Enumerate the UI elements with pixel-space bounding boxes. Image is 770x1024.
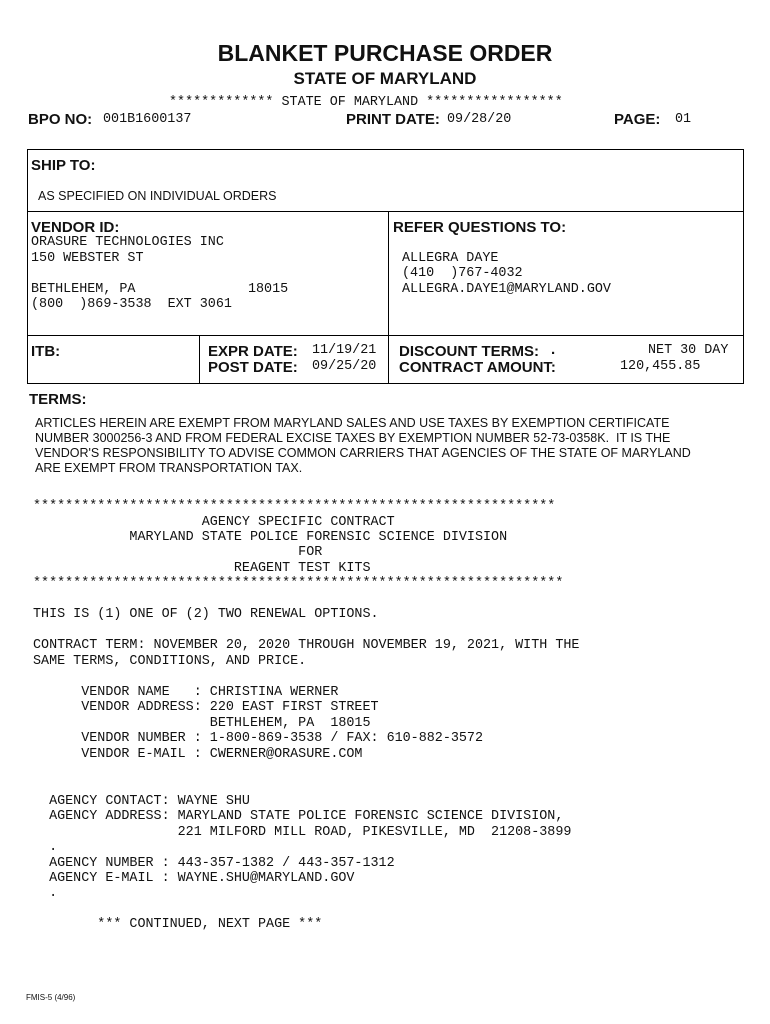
body-line: AGENCY E-MAIL : WAYNE.SHU@MARYLAND.GOV — [33, 871, 355, 886]
body-line: REAGENT TEST KITS — [33, 561, 371, 576]
body-line: AGENCY NUMBER : 443-357-1382 / 443-357-1312 — [33, 856, 395, 871]
document-subtitle: STATE OF MARYLAND — [293, 69, 477, 88]
body-line: ****************************************************************** — [33, 576, 564, 591]
vendor-line: BETHLEHEM, PA 18015 — [31, 282, 289, 297]
print-date-label: PRINT DATE: — [346, 111, 440, 128]
page-label: PAGE: — [614, 111, 661, 128]
refer-questions-label: REFER QUESTIONS TO: — [393, 219, 567, 236]
post-date-label: POST DATE: — [208, 359, 298, 376]
expr-date-value: 11/19/21 — [312, 343, 377, 358]
document-title: BLANKET PURCHASE ORDER — [217, 40, 553, 66]
body-line: VENDOR NAME : CHRISTINA WERNER — [33, 685, 339, 700]
vendor-refer-divider — [388, 211, 389, 383]
terms-label: TERMS: — [29, 391, 87, 408]
discount-terms-dot: . — [551, 341, 556, 358]
body-line: AGENCY CONTACT: WAYNE SHU — [33, 794, 250, 809]
vendor-id-label: VENDOR ID: — [31, 219, 120, 236]
body-line: FOR — [33, 545, 323, 560]
form-code: FMIS-5 (4/96) — [26, 993, 76, 1002]
discount-terms-label: DISCOUNT TERMS: — [399, 343, 539, 360]
body-line: VENDOR NUMBER : 1-800-869-3538 / FAX: 610-882-3572 — [33, 731, 483, 746]
refer-line: ALLEGRA.DAYE1@MARYLAND.GOV — [402, 282, 611, 297]
body-line: 221 MILFORD MILL ROAD, PIKESVILLE, MD 21208-3899 — [33, 825, 572, 840]
body-line: VENDOR ADDRESS: 220 EAST FIRST STREET — [33, 700, 379, 715]
print-date-value: 09/28/20 — [447, 112, 512, 127]
terms-line: ARE EXEMPT FROM TRANSPORTATION TAX. — [35, 461, 303, 475]
itb-divider — [199, 335, 200, 383]
terms-line: ARTICLES HEREIN ARE EXEMPT FROM MARYLAND SALES AND USE TAXES BY EXEMPTION CERTIFICATE — [35, 416, 670, 430]
vendor-line: 150 WEBSTER ST — [31, 251, 144, 266]
ship-to-label: SHIP TO: — [31, 157, 96, 174]
body-line: SAME TERMS, CONDITIONS, AND PRICE. — [33, 654, 307, 669]
ship-to-divider — [27, 211, 743, 212]
terms-line: NUMBER 3000256-3 AND FROM FEDERAL EXCISE TAXES BY EXEMPTION NUMBER 52-73-0358K. IT IS THE — [35, 431, 671, 445]
vendor-line: ORASURE TECHNOLOGIES INC — [31, 235, 224, 250]
continued-notice: *** CONTINUED, NEXT PAGE *** — [33, 917, 323, 932]
expr-date-label: EXPR DATE: — [208, 343, 298, 360]
contract-amount-label: CONTRACT AMOUNT: — [399, 359, 556, 376]
body-line: THIS IS (1) ONE OF (2) TWO RENEWAL OPTIONS. — [33, 607, 379, 622]
body-line: CONTRACT TERM: NOVEMBER 20, 2020 THROUGH NOVEMBER 19, 2021, WITH THE — [33, 638, 580, 653]
discount-terms-value: NET 30 DAY — [648, 343, 729, 358]
page-value: 01 — [675, 112, 692, 127]
vendor-line: (800 )869-3538 EXT 3061 — [31, 297, 232, 312]
body-line: MARYLAND STATE POLICE FORENSIC SCIENCE DIVISION — [33, 530, 508, 545]
contract-amount-value: 120,455.85 — [620, 359, 701, 374]
refer-line: (410 )767-4032 — [402, 266, 523, 281]
body-line: AGENCY SPECIFIC CONTRACT — [33, 515, 395, 530]
body-line: AGENCY ADDRESS: MARYLAND STATE POLICE FORENSIC SCIENCE DIVISION, — [33, 809, 564, 824]
body-line: BETHLEHEM, PA 18015 — [33, 716, 371, 731]
body-line: VENDOR E-MAIL : CWERNER@ORASURE.COM — [33, 747, 363, 762]
bpo-value: 001B1600137 — [103, 112, 192, 127]
header-stars-line: ************* STATE OF MARYLAND ***************** — [169, 95, 563, 110]
itb-label: ITB: — [31, 343, 61, 360]
vendor-divider — [27, 335, 743, 336]
body-line: ***************************************************************** — [33, 499, 556, 514]
bpo-label: BPO NO: — [28, 111, 93, 128]
post-date-value: 09/25/20 — [312, 359, 377, 374]
body-line: . — [33, 886, 58, 901]
form-box — [27, 149, 744, 384]
refer-line: ALLEGRA DAYE — [402, 251, 499, 266]
body-line: . — [33, 840, 58, 855]
terms-line: VENDOR'S RESPONSIBILITY TO ADVISE COMMON CARRIERS THAT AGENCIES OF THE STATE OF MARYLAND — [35, 446, 691, 460]
ship-to-value: AS SPECIFIED ON INDIVIDUAL ORDERS — [38, 189, 277, 203]
